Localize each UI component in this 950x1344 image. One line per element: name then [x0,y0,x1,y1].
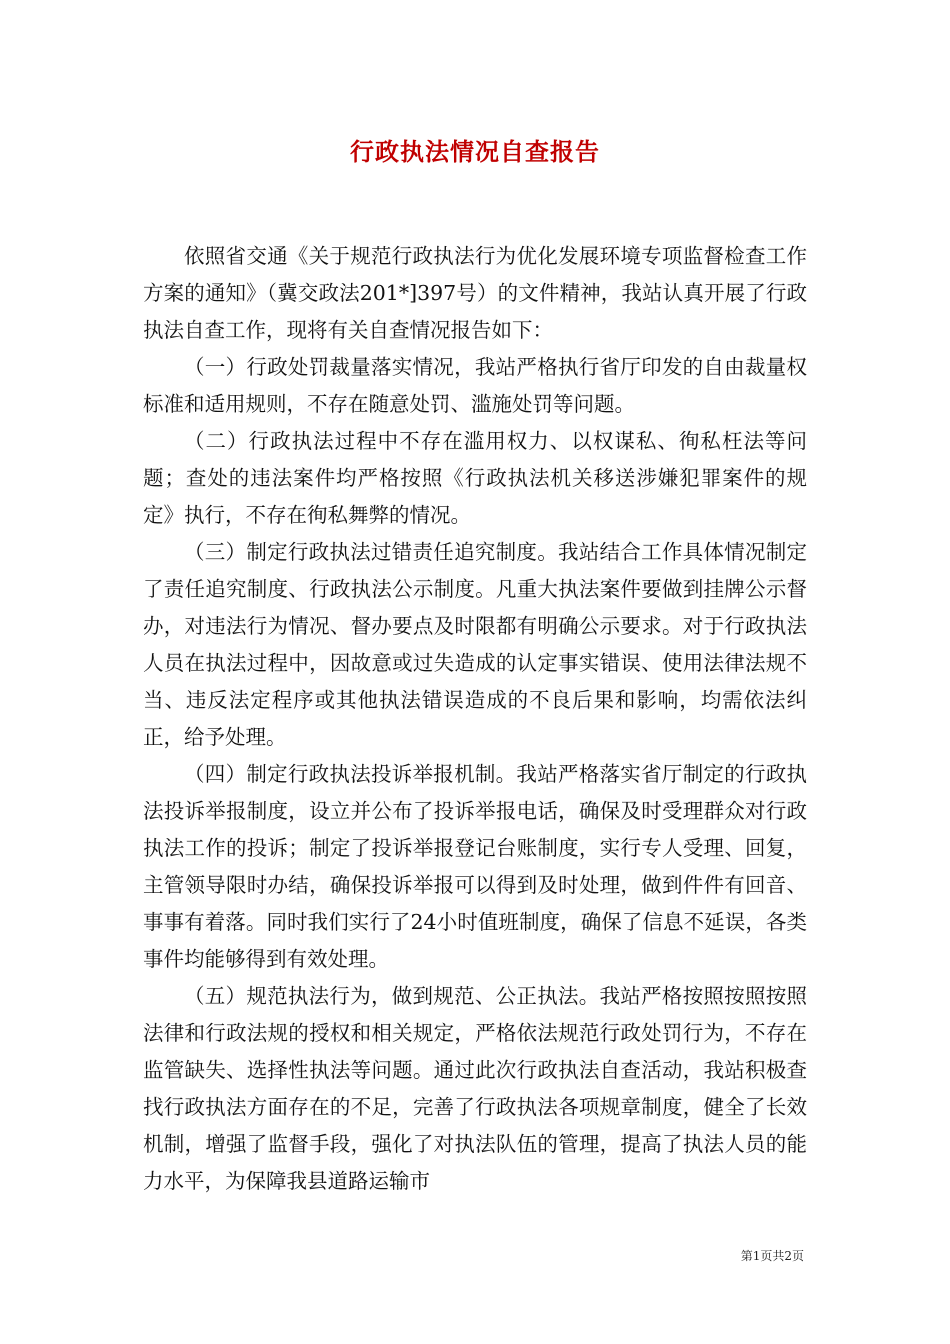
document-title: 行政执法情况自查报告 [350,137,600,166]
document-body [143,238,807,1200]
paragraph-5: （五）规范执法行为，做到规范、公正执法。我站严格按照按照按照法律和行政法规的授权和相关规定，严格依法规范行政处罚行为，不存在监管缺失、选择性执法等问题。通过此次行政执法自查活动，我站积极查找行政执法方面存在的不足，完善了行政执法各项规章制度，健全了长效机制，增强了监督手段，强化了对执法队伍的管理，提高了执法人员的能力水平，为保障我县道路运输市 [143,984,807,1193]
paragraph-intro: 依照省交通《关于规范行政执法行为优化发展环境专项监督检查工作方案的通知》（冀交政法201*]397号）的文件精神，我站认真开展了行政执法自查工作，现将有关自查情况报告如下： [143,244,807,342]
paragraph-1: （一）行政处罚裁量落实情况，我站严格执行省厅印发的自由裁量权标准和适用规则，不存在随意处罚、滥施处罚等问题。 [143,355,807,416]
paragraph-3: （三）制定行政执法过错责任追究制度。我站结合工作具体情况制定了责任追究制度、行政执法公示制度。凡重大执法案件要做到挂牌公示督办，对违法行为情况、督办要点及时限都有明确公示要求。对于行政执法人员在执法过程中，因故意或过失造成的认定事实错误、使用法律法规不当、违反法定程序或其他执法错误造成的不良后果和影响，均需依法纠正，给予处理。 [143,540,807,749]
paragraph-4: （四）制定行政执法投诉举报机制。我站严格落实省厅制定的行政执法投诉举报制度，设立并公布了投诉举报电话，确保及时受理群众对行政执法工作的投诉；制定了投诉举报登记台账制度，实行专人受理、回复，主管领导限时办结，确保投诉举报可以得到及时处理，做到件件有回音、事事有着落。同时我们实行了24小时值班制度，确保了信息不延误，各类事件均能够得到有效处理。 [143,762,807,971]
page-number: 第1页共2页 [740,1249,804,1263]
paragraph-2: （二）行政执法过程中不存在滥用权力、以权谋私、徇私枉法等问题；查处的违法案件均严格按照《行政执法机关移送涉嫌犯罪案件的规定》执行，不存在徇私舞弊的情况。 [143,429,807,527]
